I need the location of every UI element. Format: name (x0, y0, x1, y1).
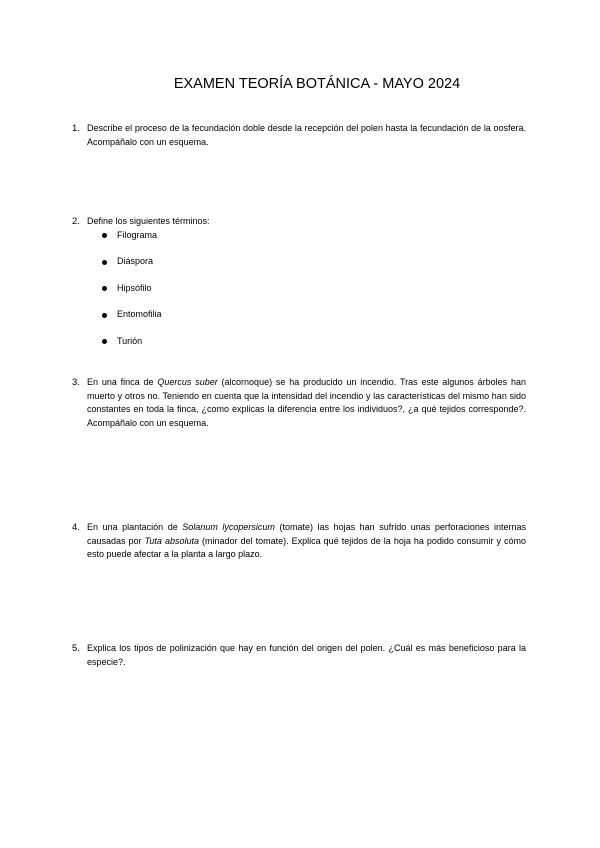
question-text: Describe el proceso de la fecundación doble desde la recepción del polen hasta la fecundación de la oosfera. Acompáñalo con un esquema. (87, 123, 526, 147)
bullet-icon (102, 260, 107, 265)
list-item (102, 229, 162, 256)
list-item (102, 335, 162, 362)
question-number: 5. (72, 643, 80, 654)
list-item (102, 255, 162, 282)
list-item (102, 308, 162, 335)
bullet-icon (102, 233, 107, 238)
bullet-icon (102, 313, 107, 318)
term-label: Hipsófilo (117, 282, 152, 293)
question-number: 4. (72, 522, 80, 533)
species-name: Quercus suber (157, 377, 218, 387)
species-name: Tuta absoluta (144, 535, 199, 546)
list-item (102, 282, 162, 309)
exam-title: EXAMEN TEORÍA BOTÁNICA - MAYO 2024 (173, 76, 461, 92)
question-text: En una finca de Quercus suber (alcornoque) se ha producido un incendio. Tras este algunos árboles han muerto y otros no. Teniendo en cuenta que la intensidad del incendio y las características del mismo han sido constantes en toda la finca, ¿como explicas la diferencia entre los individuos?, ¿a qué tejidos corresponde?. Acompáñalo con un esquema. (87, 377, 526, 428)
question-number: 3. (72, 377, 80, 388)
term-label: Diáspora (117, 256, 154, 266)
term-label: Filograma (117, 229, 158, 240)
term-label: Entomofilia (117, 309, 162, 319)
question-text: En una plantación de Solanum lycopersicum (tomate) las hojas han sufrido unas perforaciones internas causadas por Tuta absoluta (minador del tomate). Explica qué tejidos de la hoja ha podido consumir y cómo esto puede afectar a la planta a largo plazo. (87, 522, 527, 559)
question-text: Define los siguientes términos: (87, 216, 210, 226)
bullet-icon (102, 339, 107, 344)
question-text: Explica los tipos de polinización que hay en función del origen del polen. ¿Cuál es más beneficioso para la especie?. (87, 643, 526, 667)
bullet-icon (102, 286, 107, 291)
species-name: Solanum lycopersicum (182, 522, 275, 532)
terms-list (102, 229, 162, 362)
question-number: 2. (72, 216, 80, 227)
term-label: Turión (117, 335, 143, 346)
question-number: 1. (72, 123, 80, 134)
